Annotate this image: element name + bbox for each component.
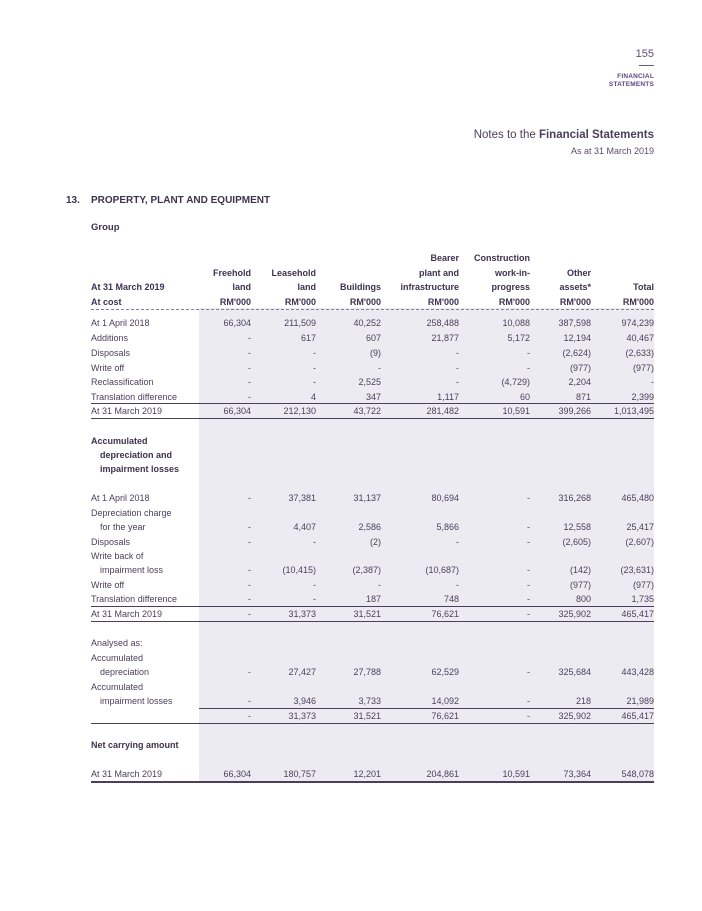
- cell-construction-wip: (4,729): [501, 377, 530, 387]
- cell-other-assets: 12,558: [563, 522, 591, 532]
- cell-freehold-land: -: [248, 493, 251, 503]
- cell-freehold-land: -: [248, 377, 251, 387]
- cell-freehold-land: -: [248, 711, 251, 721]
- table-row: [91, 404, 654, 419]
- cell-other-assets: 387,598: [558, 318, 591, 328]
- cell-leasehold-land: -: [313, 363, 316, 373]
- cell-other-assets: 2,204: [568, 377, 591, 387]
- row-label: Depreciation charge: [91, 508, 172, 518]
- cell-bearer-plant: 80,694: [431, 493, 459, 503]
- note-title: PROPERTY, PLANT AND EQUIPMENT: [91, 195, 271, 206]
- cell-other-assets: 325,902: [558, 609, 591, 619]
- table-row: [91, 448, 654, 463]
- cell-freehold-land: -: [248, 594, 251, 604]
- row-label: Net carrying amount: [91, 740, 179, 750]
- analysed-rule-top: [199, 708, 654, 709]
- cell-other-assets: (2,605): [562, 537, 591, 547]
- cell-total: -: [651, 377, 654, 387]
- cell-bearer-plant: -: [456, 348, 459, 358]
- cell-freehold-land: -: [248, 333, 251, 343]
- cell-buildings: 31,137: [353, 493, 381, 503]
- cell-total: 2,399: [631, 392, 654, 402]
- cell-bearer-plant: 748: [443, 594, 459, 604]
- ppe-table: [91, 0, 654, 911]
- cell-freehold-land: -: [248, 392, 251, 402]
- net-carrying-double-rule: [91, 781, 654, 783]
- row-label: Write off: [91, 363, 125, 373]
- cell-total: 1,013,495: [613, 406, 654, 416]
- cell-buildings: 31,521: [353, 711, 381, 721]
- cell-bearer-plant: 5,866: [436, 522, 459, 532]
- cell-bearer-plant: 21,877: [431, 333, 459, 343]
- row-label: depreciation: [100, 667, 150, 677]
- table-row: [91, 506, 654, 521]
- cell-buildings: 40,252: [353, 318, 381, 328]
- col-header-bearer-plant-line2: plant and: [419, 267, 459, 278]
- row-label: Reclassification: [91, 377, 154, 387]
- cell-construction-wip: -: [527, 609, 530, 619]
- cell-buildings: 2,586: [358, 522, 381, 532]
- col-header-construction-wip-line1: Construction: [474, 253, 530, 263]
- cell-construction-wip: 5,172: [507, 333, 530, 343]
- table-row: [91, 462, 654, 477]
- cell-leasehold-land: 212,130: [283, 406, 316, 416]
- cell-other-assets: 218: [575, 696, 591, 706]
- cell-buildings: 27,788: [353, 667, 381, 677]
- row-label: Accumulated: [91, 682, 144, 692]
- table-row: [91, 651, 654, 666]
- cell-leasehold-land: 31,373: [288, 711, 316, 721]
- row-label: Disposals: [91, 537, 131, 547]
- cell-buildings: 3,733: [358, 696, 381, 706]
- table-row: [91, 694, 654, 709]
- cell-other-assets: (142): [569, 565, 591, 575]
- cell-leasehold-land: -: [313, 594, 316, 604]
- cell-total: 25,417: [626, 522, 654, 532]
- col-header-construction-wip-line4: RM'000: [498, 296, 530, 307]
- cell-total: (2,607): [625, 537, 654, 547]
- cell-freehold-land: -: [248, 667, 251, 677]
- cell-bearer-plant: 204,861: [426, 769, 459, 779]
- cell-leasehold-land: 4: [310, 392, 316, 402]
- row-label: impairment losses: [100, 696, 173, 706]
- cell-leasehold-land: 211,509: [284, 318, 316, 328]
- cell-leasehold-land: 180,757: [283, 769, 316, 779]
- cell-leasehold-land: -: [313, 580, 316, 590]
- cell-other-assets: (2,624): [562, 348, 591, 358]
- cell-construction-wip: -: [527, 580, 530, 590]
- col-header-construction-wip-line2: work-in-: [495, 267, 530, 278]
- header-basis-label: At cost: [91, 296, 122, 307]
- row-label: At 31 March 2019: [91, 769, 163, 779]
- cell-construction-wip: 10,591: [502, 769, 530, 779]
- cell-construction-wip: -: [527, 667, 530, 677]
- accum-rule-bottom: [91, 621, 654, 622]
- col-header-bearer-plant-line1: Bearer: [430, 253, 459, 263]
- cell-other-assets: (977): [569, 363, 591, 373]
- cell-construction-wip: -: [527, 348, 530, 358]
- cell-construction-wip: -: [527, 696, 530, 706]
- row-label: At 1 April 2018: [91, 318, 150, 328]
- cell-buildings: 187: [365, 594, 381, 604]
- col-header-other-assets-line4: RM'000: [559, 296, 591, 307]
- cell-leasehold-land: 617: [300, 333, 316, 343]
- cell-buildings: -: [378, 580, 381, 590]
- cell-construction-wip: 10,088: [502, 318, 530, 328]
- row-label: for the year: [100, 522, 146, 532]
- cell-other-assets: 800: [575, 594, 591, 604]
- col-header-total-line3: Total: [633, 282, 654, 292]
- row-label: At 1 April 2018: [91, 493, 150, 503]
- table-row: [91, 738, 654, 753]
- cell-freehold-land: 66,304: [223, 406, 251, 416]
- header-dashed-rule: [91, 309, 654, 310]
- cell-buildings: (2): [370, 537, 381, 547]
- cell-other-assets: 871: [575, 392, 591, 402]
- cell-freehold-land: -: [248, 522, 251, 532]
- document-title-bold: Financial Statements: [538, 129, 654, 141]
- cell-leasehold-land: 37,381: [288, 493, 316, 503]
- cell-total: 974,239: [621, 318, 654, 328]
- cell-construction-wip: 60: [519, 392, 530, 402]
- cell-construction-wip: -: [527, 522, 530, 532]
- row-label: Disposals: [91, 348, 131, 358]
- table-row: [91, 361, 654, 376]
- cell-total: 465,417: [621, 711, 654, 721]
- cell-freehold-land: -: [248, 609, 251, 619]
- table-row: [91, 709, 654, 724]
- cell-total: 465,417: [621, 609, 654, 619]
- cell-buildings: 12,201: [353, 769, 381, 779]
- row-label: At 31 March 2019: [91, 609, 163, 619]
- cell-bearer-plant: 14,092: [431, 696, 459, 706]
- table-row: [91, 592, 654, 607]
- row-label: impairment losses: [100, 464, 180, 474]
- cell-buildings: 43,722: [353, 406, 381, 416]
- cell-leasehold-land: 31,373: [288, 609, 316, 619]
- note-number: 13.: [66, 195, 80, 206]
- cell-buildings: 347: [365, 392, 381, 402]
- cell-freehold-land: 66,304: [223, 318, 251, 328]
- cell-total: (23,631): [620, 565, 654, 575]
- cell-leasehold-land: -: [313, 377, 316, 387]
- cell-bearer-plant: (10,687): [425, 565, 459, 575]
- cell-total: (977): [632, 580, 654, 590]
- cell-construction-wip: -: [527, 711, 530, 721]
- cell-freehold-land: -: [248, 348, 251, 358]
- section-label-line1: FINANCIAL: [617, 73, 654, 80]
- accum-rule-top: [91, 606, 654, 607]
- row-label: Translation difference: [91, 594, 178, 604]
- cell-construction-wip: -: [527, 537, 530, 547]
- cell-total: 21,989: [626, 696, 654, 706]
- table-row: [91, 331, 654, 346]
- cell-construction-wip: -: [527, 493, 530, 503]
- cell-total: (2,633): [625, 348, 654, 358]
- cell-other-assets: 316,268: [558, 493, 591, 503]
- cell-freehold-land: 66,304: [223, 769, 251, 779]
- cell-leasehold-land: 27,427: [288, 667, 316, 677]
- cell-bearer-plant: 258,488: [426, 318, 459, 328]
- cell-total: 548,078: [621, 769, 654, 779]
- cell-other-assets: 325,902: [558, 711, 591, 721]
- table-row: [91, 767, 654, 782]
- table-row: [91, 549, 654, 564]
- row-label: At 31 March 2019: [91, 406, 163, 416]
- cell-other-assets: 399,266: [558, 406, 591, 416]
- table-row: [91, 563, 654, 578]
- cell-bearer-plant: -: [456, 580, 459, 590]
- cell-bearer-plant: 76,621: [431, 711, 459, 721]
- cell-total: 40,467: [626, 333, 654, 343]
- table-row: [91, 636, 654, 651]
- cell-construction-wip: -: [527, 363, 530, 373]
- header-date-label: At 31 March 2019: [91, 282, 165, 292]
- subtotal-rule-top: [91, 403, 654, 404]
- row-label: Write off: [91, 580, 125, 590]
- col-header-buildings-line4: RM'000: [349, 296, 381, 307]
- row-label: Additions: [91, 333, 129, 343]
- col-header-freehold-land-line3: land: [232, 282, 251, 292]
- document-subtitle: As at 31 March 2019: [570, 146, 654, 156]
- page-number: 155: [635, 48, 654, 60]
- cell-construction-wip: -: [527, 594, 530, 604]
- col-header-freehold-land-line4: RM'000: [219, 296, 251, 307]
- cell-total: 443,428: [621, 667, 654, 677]
- table-row: [91, 535, 654, 550]
- cell-freehold-land: -: [248, 363, 251, 373]
- cell-leasehold-land: -: [313, 537, 316, 547]
- cell-bearer-plant: 281,482: [426, 406, 459, 416]
- cell-total: 465,480: [621, 493, 654, 503]
- row-label: Accumulated: [91, 436, 148, 446]
- table-row: [91, 346, 654, 361]
- table-row: [91, 375, 654, 390]
- row-label: depreciation and: [100, 450, 173, 460]
- cell-other-assets: 325,684: [558, 667, 591, 677]
- cell-other-assets: (977): [569, 580, 591, 590]
- col-header-leasehold-land-line4: RM'000: [284, 296, 316, 307]
- table-row: [91, 665, 654, 680]
- cell-buildings: 31,521: [353, 609, 381, 619]
- group-title: Group: [91, 222, 120, 233]
- col-header-other-assets-line3: assets*: [559, 282, 591, 292]
- cell-buildings: 607: [365, 333, 381, 343]
- cell-bearer-plant: 62,529: [431, 667, 459, 677]
- table-row: [91, 316, 654, 331]
- cell-construction-wip: 10,591: [502, 406, 530, 416]
- col-header-freehold-land-line2: Freehold: [212, 267, 251, 278]
- table-row: [91, 520, 654, 535]
- col-header-leasehold-land-line2: Leasehold: [271, 267, 316, 278]
- cell-freehold-land: -: [248, 537, 251, 547]
- cell-buildings: -: [378, 363, 381, 373]
- cell-leasehold-land: 4,407: [293, 522, 316, 532]
- cell-leasehold-land: 3,946: [293, 696, 316, 706]
- table-row: [91, 491, 654, 506]
- section-label-line2: STATEMENTS: [608, 81, 654, 88]
- col-header-total-line4: RM'000: [622, 296, 654, 307]
- cell-bearer-plant: 76,621: [431, 609, 459, 619]
- col-header-bearer-plant-line4: RM'000: [427, 296, 459, 307]
- col-header-other-assets-line2: Other: [566, 267, 591, 278]
- row-label: impairment loss: [100, 565, 164, 575]
- col-header-bearer-plant-line3: infrastructure: [400, 282, 459, 292]
- cell-leasehold-land: (10,415): [282, 565, 316, 575]
- cell-buildings: (9): [370, 348, 381, 358]
- row-label: Accumulated: [91, 653, 144, 663]
- cell-other-assets: 12,194: [563, 333, 591, 343]
- table-row: [91, 434, 654, 449]
- cell-bearer-plant: -: [456, 363, 459, 373]
- cell-construction-wip: -: [527, 565, 530, 575]
- cell-buildings: 2,525: [358, 377, 381, 387]
- cell-bearer-plant: -: [456, 537, 459, 547]
- cell-freehold-land: -: [248, 580, 251, 590]
- cell-leasehold-land: -: [313, 348, 316, 358]
- cell-buildings: (2,387): [352, 565, 381, 575]
- cell-bearer-plant: -: [456, 377, 459, 387]
- table-row: [91, 680, 654, 695]
- col-header-construction-wip-line3: progress: [491, 282, 530, 292]
- table-row: [91, 578, 654, 593]
- subtotal-rule-bottom: [91, 418, 654, 419]
- cell-bearer-plant: 1,117: [437, 392, 459, 402]
- row-label: Write back of: [91, 551, 144, 561]
- col-header-leasehold-land-line3: land: [297, 282, 316, 292]
- table-row: [91, 607, 654, 622]
- row-label: Translation difference: [91, 392, 178, 402]
- analysed-rule-bottom: [91, 723, 654, 724]
- row-label: Analysed as:: [91, 638, 143, 648]
- cell-total: 1,735: [631, 594, 654, 604]
- cell-other-assets: 73,364: [563, 769, 591, 779]
- cell-freehold-land: -: [248, 696, 251, 706]
- cell-freehold-land: -: [248, 565, 251, 575]
- col-header-buildings-line3: Buildings: [340, 282, 381, 292]
- cell-total: (977): [632, 363, 654, 373]
- document-title-prefix: Notes to the: [473, 129, 539, 141]
